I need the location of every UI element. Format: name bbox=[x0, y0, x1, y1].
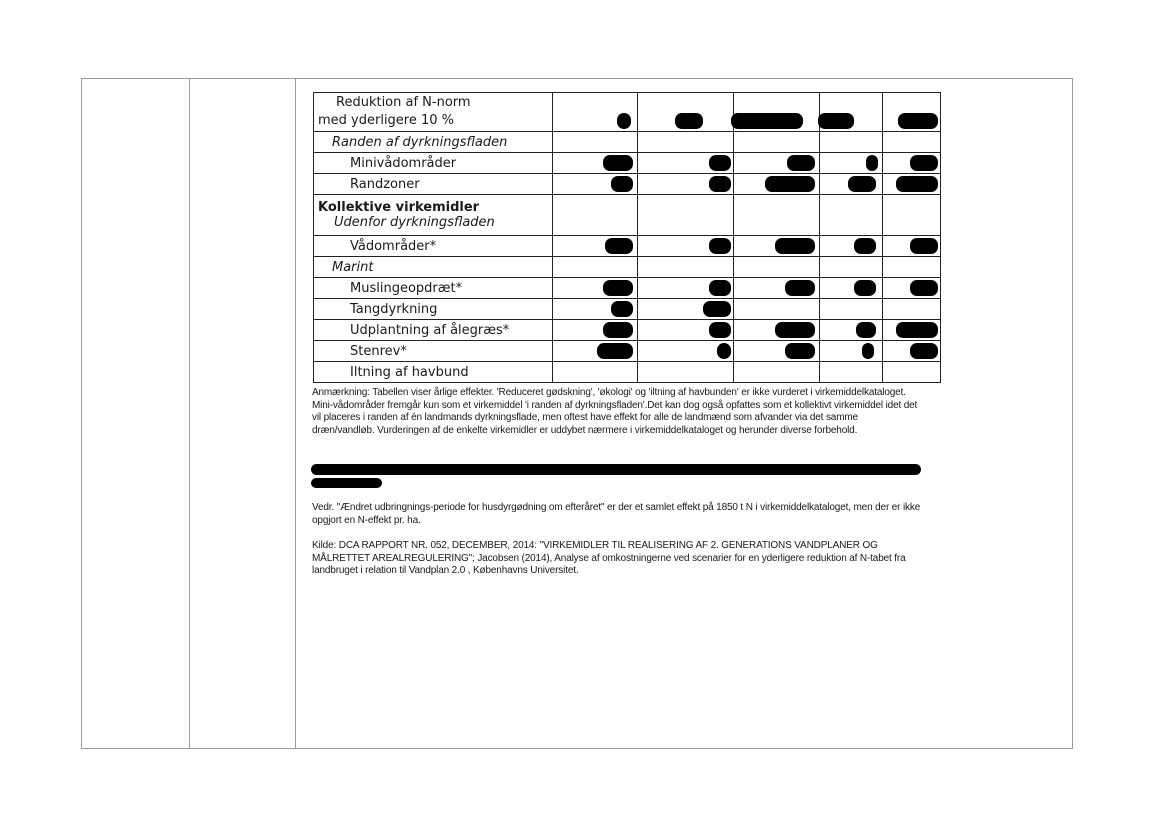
effect-cell bbox=[552, 195, 637, 236]
effect-cell bbox=[552, 153, 637, 174]
row-label-text: Reduktion af N-norm bbox=[336, 95, 471, 110]
table-row bbox=[314, 278, 941, 299]
table-row bbox=[314, 174, 941, 195]
effects-table bbox=[313, 92, 941, 383]
effect-cell bbox=[637, 153, 733, 174]
effect-cell bbox=[552, 93, 637, 132]
effect-cell bbox=[552, 257, 637, 278]
redacted-effect-mark bbox=[775, 238, 815, 254]
vedr-paragraph bbox=[312, 502, 922, 527]
row-label: Stenrev* bbox=[314, 341, 553, 362]
redacted-effect-mark bbox=[731, 113, 803, 129]
row-label: Udplantning af ålegræs* bbox=[314, 320, 553, 341]
redacted-effect-mark bbox=[910, 280, 938, 296]
table-row bbox=[314, 341, 941, 362]
table-row bbox=[314, 362, 941, 383]
redacted-effect-mark bbox=[862, 343, 874, 359]
effect-cell bbox=[819, 278, 882, 299]
row-label-text: Kollektive virkemidler bbox=[318, 200, 480, 215]
redacted-effect-mark bbox=[785, 343, 815, 359]
effect-cell bbox=[883, 132, 941, 153]
redacted-effect-mark bbox=[848, 176, 876, 192]
effect-cell bbox=[883, 362, 941, 383]
effect-cell bbox=[637, 362, 733, 383]
effect-cell bbox=[552, 236, 637, 257]
effect-cell bbox=[637, 174, 733, 195]
row-label-text: med yderligere 10 % bbox=[318, 113, 455, 128]
redacted-effect-mark bbox=[597, 343, 633, 359]
redacted-effect-mark bbox=[898, 113, 938, 129]
effect-cell bbox=[733, 93, 819, 132]
row-label-text: Udenfor dyrkningsfladen bbox=[334, 215, 495, 230]
redacted-effect-mark bbox=[765, 176, 815, 192]
redacted-effect-mark bbox=[818, 113, 854, 129]
effect-cell bbox=[552, 299, 637, 320]
effect-cell bbox=[733, 236, 819, 257]
effect-cell bbox=[637, 257, 733, 278]
redacted-effect-mark bbox=[856, 322, 876, 338]
redacted-effect-mark bbox=[785, 280, 815, 296]
effect-cell bbox=[883, 174, 941, 195]
row-label bbox=[314, 93, 553, 132]
effect-cell bbox=[819, 320, 882, 341]
redacted-effect-mark bbox=[709, 155, 731, 171]
effect-cell bbox=[552, 174, 637, 195]
redacted-effect-mark bbox=[910, 238, 938, 254]
effect-cell bbox=[637, 299, 733, 320]
effect-cell bbox=[883, 278, 941, 299]
effect-cell bbox=[819, 132, 882, 153]
row-label: Muslingeopdræt* bbox=[314, 278, 553, 299]
redacted-effect-mark bbox=[775, 322, 815, 338]
redacted-effect-mark bbox=[603, 322, 633, 338]
effect-cell bbox=[552, 320, 637, 341]
effect-cell bbox=[819, 257, 882, 278]
effect-cell bbox=[637, 195, 733, 236]
effect-cell bbox=[637, 236, 733, 257]
redacted-effect-mark bbox=[709, 238, 731, 254]
redacted-effect-mark bbox=[717, 343, 731, 359]
effect-cell bbox=[733, 174, 819, 195]
effect-cell bbox=[637, 93, 733, 132]
redacted-effect-mark bbox=[787, 155, 815, 171]
effect-cell bbox=[733, 320, 819, 341]
redacted-effect-mark bbox=[605, 238, 633, 254]
effect-cell bbox=[637, 278, 733, 299]
redacted-effect-mark bbox=[709, 280, 731, 296]
effect-cell bbox=[552, 132, 637, 153]
effects-table-figure bbox=[303, 80, 941, 388]
effect-cell bbox=[883, 257, 941, 278]
row-label: Minivådområder bbox=[314, 153, 553, 174]
redacted-effect-mark bbox=[603, 280, 633, 296]
effect-cell bbox=[733, 257, 819, 278]
row-label: Vådområder* bbox=[314, 236, 553, 257]
effect-cell bbox=[883, 299, 941, 320]
effect-cell bbox=[637, 341, 733, 362]
effect-cell bbox=[883, 236, 941, 257]
effect-cell bbox=[733, 299, 819, 320]
row-label: Marint bbox=[314, 257, 553, 278]
effect-cell bbox=[883, 320, 941, 341]
redacted-effect-mark bbox=[866, 155, 878, 171]
redacted-effect-mark bbox=[910, 155, 938, 171]
redacted-effect-mark bbox=[896, 176, 938, 192]
effect-cell bbox=[819, 236, 882, 257]
redaction-bar bbox=[311, 464, 921, 475]
effect-cell bbox=[883, 93, 941, 132]
redacted-effect-mark bbox=[910, 343, 938, 359]
effect-cell bbox=[819, 195, 882, 236]
redacted-effect-mark bbox=[854, 280, 876, 296]
effect-cell bbox=[552, 278, 637, 299]
redaction-bar bbox=[311, 478, 382, 488]
effect-cell bbox=[819, 299, 882, 320]
source-text: Kilde: DCA RAPPORT NR. 052, DECEMBER, 2014: "VIRKEMIDLER TIL REALISERING AF 2. GENERATIONS VANDPLANER OG MÅLRETTET AREALREGULERING"; Jacobsen (2014), Analyse af omkostningerne ved scenarier for en yderligere reduktion af N-tabet fra landbruget i relation til Vandplan 2.0 , Københavns Universitet. bbox=[312, 540, 906, 577]
redacted-effect-mark bbox=[709, 176, 731, 192]
table-row bbox=[314, 132, 941, 153]
redacted-effect-mark bbox=[603, 155, 633, 171]
vedr-text: Vedr. "Ændret udbringnings-periode for husdyrgødning om efteråret" er der et samlet effekt på 1850 t N i virkemiddelkataloget, men der er ikke opgjort en N-effekt pr. ha. bbox=[312, 502, 921, 526]
redacted-effect-mark bbox=[896, 322, 938, 338]
table-row bbox=[314, 257, 941, 278]
redacted-effect-mark bbox=[703, 301, 731, 317]
effect-cell bbox=[637, 320, 733, 341]
row-label: Randen af dyrkningsfladen bbox=[314, 132, 553, 153]
table-row bbox=[314, 299, 941, 320]
source-paragraph bbox=[312, 540, 922, 578]
row-label: Tangdyrkning bbox=[314, 299, 553, 320]
effect-cell bbox=[819, 341, 882, 362]
row-label: Randzoner bbox=[314, 174, 553, 195]
effect-cell bbox=[733, 362, 819, 383]
redacted-effect-mark bbox=[617, 113, 631, 129]
effect-cell bbox=[819, 93, 882, 132]
effect-cell bbox=[552, 362, 637, 383]
table-row bbox=[314, 320, 941, 341]
effect-cell bbox=[819, 153, 882, 174]
effect-cell bbox=[883, 153, 941, 174]
effect-cell bbox=[637, 132, 733, 153]
table-row bbox=[314, 153, 941, 174]
redacted-effect-mark bbox=[611, 176, 633, 192]
table-row bbox=[314, 93, 941, 132]
redacted-effect-mark bbox=[709, 322, 731, 338]
effect-cell bbox=[733, 132, 819, 153]
redacted-effect-mark bbox=[611, 301, 633, 317]
effect-cell bbox=[733, 341, 819, 362]
effect-cell bbox=[733, 195, 819, 236]
annotation-text: Anmærkning: Tabellen viser årlige effekter. 'Reduceret gødskning', 'økologi' og 'iltning af havbunden' er ikke vurderet i virkemiddelkataloget. Mini-vådområder fremgår kun som et virkemiddel 'i randen af dyrkningsfladen'.Det kan dog også opfattes som et kollektivt virkemiddel idet det vil placeres i randen af én landmands dyrkningsflade, men oftest have effekt for alle de landmænd som afvander via det samme dræn/vandløb. Vurderingen af de enkelte virkemidler er uddybet nærmere i virkemiddelkataloget og herunder diverse forbehold. bbox=[312, 387, 918, 436]
effect-cell bbox=[883, 195, 941, 236]
effect-cell bbox=[733, 153, 819, 174]
effect-cell bbox=[819, 362, 882, 383]
table-annotation bbox=[312, 387, 922, 437]
table-row bbox=[314, 236, 941, 257]
row-label: Iltning af havbund bbox=[314, 362, 553, 383]
effect-cell bbox=[883, 341, 941, 362]
redacted-effect-mark bbox=[854, 238, 876, 254]
row-label bbox=[314, 195, 553, 236]
table-row bbox=[314, 195, 941, 236]
redacted-effect-mark bbox=[675, 113, 703, 129]
column-divider bbox=[189, 78, 190, 749]
effect-cell bbox=[819, 174, 882, 195]
effect-cell bbox=[733, 278, 819, 299]
effect-cell bbox=[552, 341, 637, 362]
column-divider bbox=[295, 78, 296, 749]
